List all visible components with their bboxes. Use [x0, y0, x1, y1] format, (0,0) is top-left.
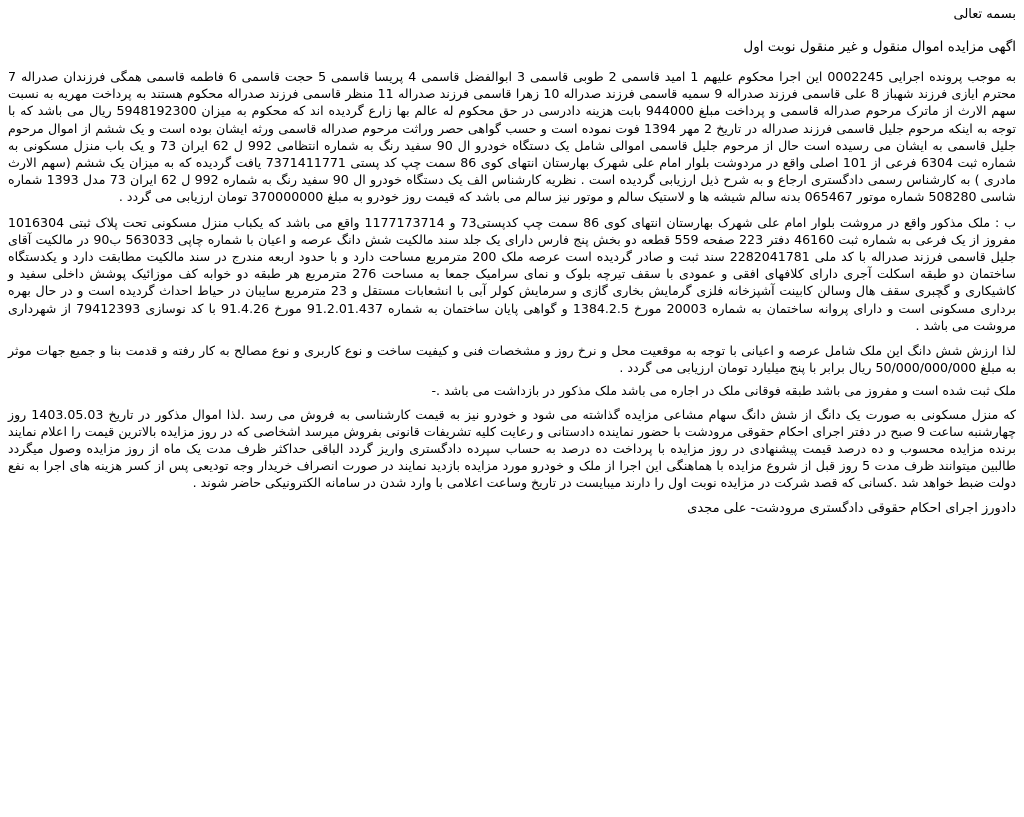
- paragraph-auction-terms: که منزل مسکونی به صورت یک دانگ از شش دانگ سهام مشاعی مزایده گذاشته می شود و خودرو نیز به قیمت کارشناسی به فروش می رسد .لذا اموال مذکور در تاریخ 1403.05.03 روز چهارشنبه ساعت 9 صبح در دفتر اجرای احکام حقوقی مرودشت با حضور نماینده دادستانی و رعایت کلیه تشریفات قانونی بفروش میرسد اشخاصی که در روز مزایده بالاترین قیمت را اعلام نمایند برنده مزایده محسوب و ده درصد قیمت پیشنهادی در روز مزایده با پرداخت ده درصد به حساب سپرده دادگستری واریز گردد الباقی حداکثر ظرف مدت یک ماه از روز مزایده وصول میگردد طالبین میتوانند ظرف مدت 5 روز قبل از شروع مزایده با هماهنگی این اجرا از ملک و خودرو مورد مزایده بازدید نمایند در صورت انصراف خریدار وجه تودیعی پس از کسر هزینه های اجرا به نفع دولت ضبط خواهد شد .کسانی که قصد شرکت در مزایده نوبت اول را دارند میبایست در تاریخ وساعت اعلامی با وارد شدن در سامانه الکترونیکی حاضر شوند .: [8, 406, 1017, 491]
- paragraph-registration-status: ملک ثبت شده است و مفروز می باشد طبقه فوقانی ملک در اجاره می باشد ملک مذکور در بازداشت می باشد .-: [431, 383, 1016, 399]
- signature-line: دادورز اجرای احکام حقوقی دادگستری مرودشت- علی مجدی: [687, 500, 1016, 516]
- paragraph-property-description: ب : ملک مذکور واقع در مروشت بلوار امام علی شهرک بهارستان انتهای کوی 86 سمت چپ کدپستی73 و 1177173714 واقع می باشد که یکباب منزل مسکونی تحت پلاک ثبتی 1016304 مفروز از یک فرعی به شماره ثبت 46160 دفتر 223 صفحه 559 قطعه دو بخش پنج فارس دارای یک جلد سند مالکیت شش دانگ عرصه و اعیان با شماره چاپی 563033 ب90 در مالکیت آقای جلیل قاسمی فرزند صدراله با کد ملی 2282041781 سند ثبت و صادر گردیده است عرصه ملک 200 مترمربع مساحت دارد و با حدود اربعه مندرج در سند مالکیت مطابقت دارد و یکدستگاه ساختمان دو طبقه اسکلت آجری دارای کلافهای افقی و عمودی با سقف تیرچه بلوک و نمای سرامیک جمعا به مساحت 276 مترمربع هر طبقه دو خوابه کف موزائیک پوشش داخلی سفید و کاشیکاری و گچبری سقف هال وسالن کابینت آشپزخانه فلزی گرمایش بخاری گازی و سرمایش کولر آبی با انشعابات مستقل و 23 مترمربع سایبان در حیاط احداث گردیده است و در حال بهره برداری مسکونی است و دارای پروانه ساختمان به شماره 20003 مورخ 1384.2.5 و گواهی پایان ساختمان به شماره 91.2.01.437 مورخ 91.4.26 با کد نوسازی 79412393 از شهرداری مروشت می باشد .: [8, 214, 1017, 333]
- notice-heading: اگهی مزایده اموال منقول و غیر منقول نوبت اول: [743, 39, 1016, 55]
- bismillah-line: بسمه تعالی: [953, 7, 1016, 22]
- paragraph-case-details: به موجب پرونده اجرایی 0002245 این اجرا محکوم علیهم 1 امید قاسمی 2 طوبی قاسمی 3 ابوالفضل قاسمی 4 پریسا قاسمی 5 حجت قاسمی 6 فاطمه قاسمی همگی فرزندان صدراله 7 محترم ایازی فرزند شهباز 8 علی قاسمی فرزند صدراله 9 سمیه قاسمی فرزند صدراله 10 زهرا قاسمی فرزند صدراله 11 منظر قاسمی فرزند صدراله محکوم هستند به پرداخت مهریه به نسبت سهم الارث از ماترک مرحوم صدراله قاسمی و پرداخت مبلغ 944000 بابت هزینه دادرسی در حق محکوم له عالم بها زارع گردیده اند که محکوم به میزان 5948192300 ریال می باشد که با توجه به اینکه مرحوم جلیل قاسمی فرزند صدراله در تاریخ 2 مهر 1394 فوت نموده است و حسب گواهی حصر وراثت مرحوم صدراله قاسمی ورثه ایشان بوده است و یک ششم از اموال مرحوم جلیل قاسمی به ایشان می رسیده است حال از مرحوم جلیل قاسمی اموالی شامل یک دستگاه خودرو ال 90 سفید رنگ به شماره انتظامی 992 ل 62 ایران 73 و یک باب منزل مسکونی به شماره ثبت 6304 فرعی از 101 اصلی واقع در مردوشت بلوار امام علی شهرک بهارستان انتهای کوی 86 سمت چپ کد پستی 7371411771 یافت گردیده که به میزان یک ششم (سهم الارث مادری ) به کارشناس رسمی دادگستری ارجاع و به شرح ذیل ارزیابی گردیده است . نظریه کارشناس الف یک دستگاه خودرو ال 90 سفید رنگ به شماره 992 ل 62 ایران 73 مدل 1393 شماره شاسی 508280 شماره موتور 065467 بدنه سالم شیشه ها و لاستیک سالم و موتور نیز سالم می باشد که قیمت روز خودرو به مبلغ 370000000 تومان ارزیابی می گردد .: [8, 69, 1017, 205]
- paragraph-valuation: لذا ارزش شش دانگ این ملک شامل عرصه و اعیانی با توجه به موقعیت محل و نرخ روز و مشخصات فنی و کیفیت ساخت و نوع کاربری و نوع مصالح به کار رفته و قدمت بنا و جمیع جهات موثر به مبلغ 50/000/000/000 ریال برابر با پنج میلیارد تومان ارزیابی می گردد .: [8, 343, 1016, 376]
